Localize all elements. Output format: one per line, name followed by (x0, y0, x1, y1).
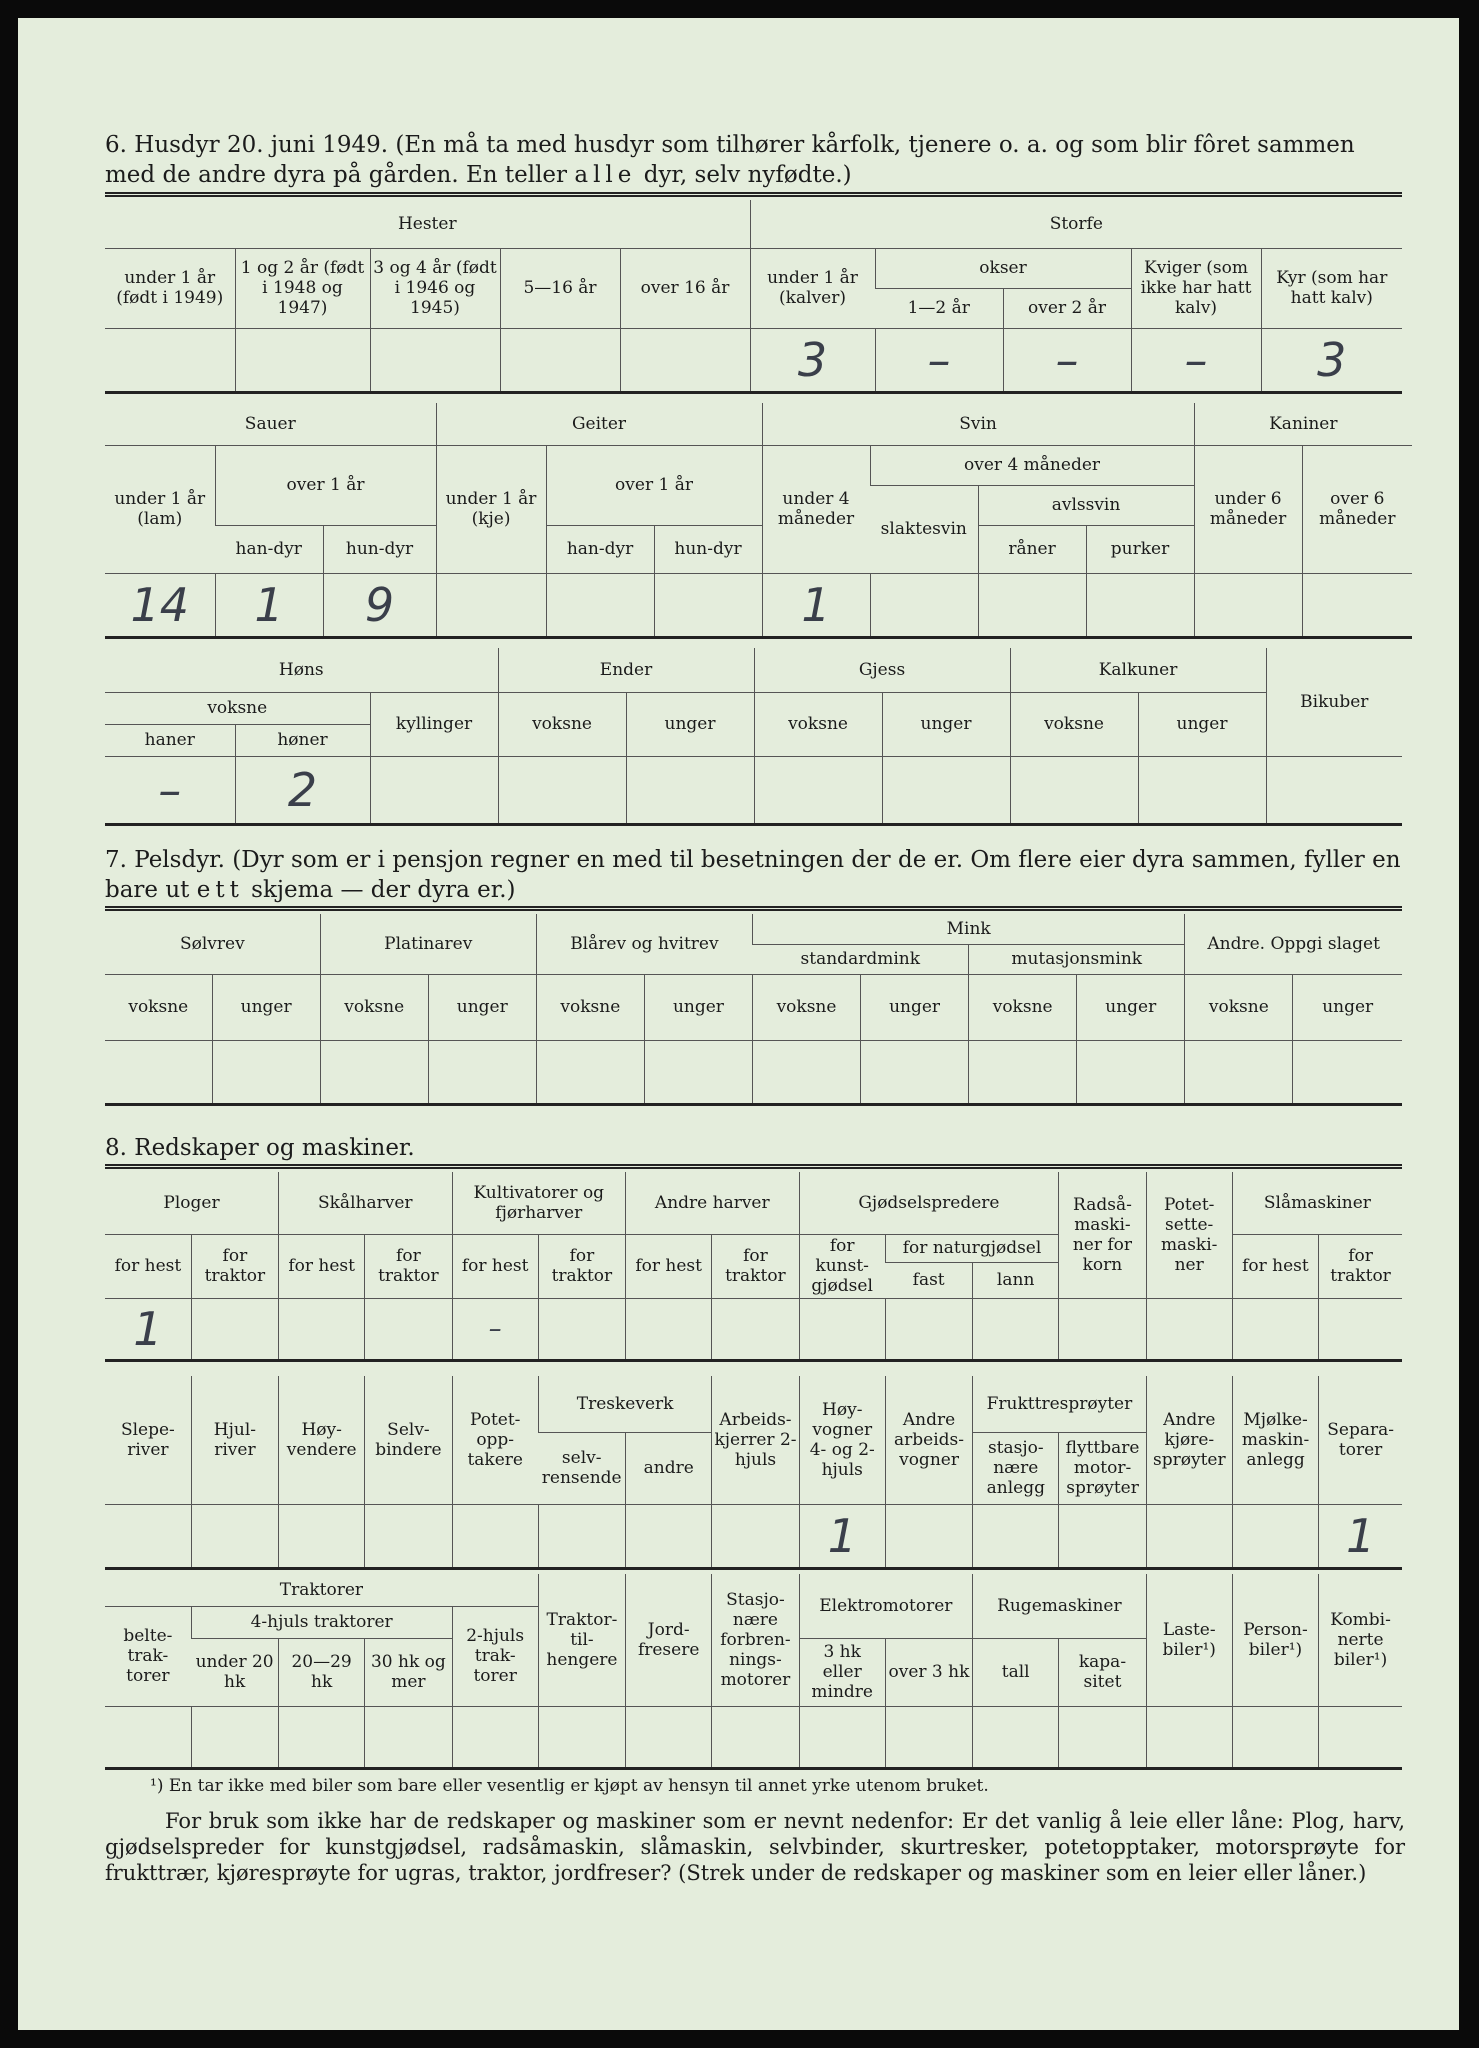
cell[interactable] (1010, 756, 1138, 824)
cell[interactable] (370, 756, 498, 824)
cell[interactable] (546, 573, 654, 637)
kombinerte: Kombi-nerte biler¹) (1319, 1574, 1402, 1706)
storfe-header: Storfe (750, 200, 1402, 248)
cell-kultivator-hest[interactable]: – (452, 1298, 538, 1360)
voksne: voksne (536, 974, 644, 1040)
svin-over4: over 4 måneder (870, 445, 1194, 485)
hest-over16: over 16 år (620, 248, 750, 328)
cell[interactable] (973, 1298, 1059, 1360)
cell[interactable] (279, 1706, 365, 1768)
jordfresere: Jord-fresere (626, 1574, 712, 1706)
redskaper-table-3 (105, 1574, 1402, 1770)
cell[interactable] (1138, 756, 1266, 824)
lann: lann (973, 1262, 1059, 1298)
voksne: voksne (320, 974, 428, 1040)
cell[interactable] (1266, 756, 1402, 824)
ruge-kapasitet: kapa-sitet (1059, 1638, 1146, 1706)
hest-5-16: 5—16 år (500, 248, 620, 328)
hest-1-2: 1 og 2 år (født i 1948 og 1947) (235, 248, 370, 328)
cell[interactable] (1319, 1298, 1402, 1360)
cell[interactable] (978, 573, 1086, 637)
for-kunstgjodsel: for kunst-gjødsel (799, 1234, 885, 1298)
svin-header: Svin (762, 403, 1194, 445)
traktorer-header: Traktorer (105, 1574, 538, 1606)
cell[interactable] (1059, 1706, 1146, 1768)
ploger-header: Ploger (105, 1172, 279, 1234)
sauer-geiter-svin-table (105, 403, 1412, 639)
cell[interactable] (538, 1504, 625, 1568)
unger: unger (212, 974, 320, 1040)
svin-under4: under 4 måneder (762, 445, 870, 573)
blarev-header: Blårev og hvitrev (536, 914, 752, 974)
beltetraktorer: belte-trak-torer (105, 1606, 191, 1706)
to-hjuls: 2-hjuls trak-torer (452, 1606, 538, 1706)
kviger: Kviger (som ikke har hatt kalv) (1131, 248, 1261, 328)
okser-1-2: 1—2 år (875, 288, 1003, 328)
redskaper-table-1 (105, 1172, 1402, 1362)
standardmink: standardmink (752, 944, 968, 974)
cell-separatorer[interactable]: 1 (1319, 1504, 1402, 1568)
cell-kalver[interactable]: 3 (750, 328, 875, 392)
geit-under1: under 1 år (kje) (436, 445, 546, 573)
cell[interactable] (1077, 1040, 1185, 1104)
cell[interactable] (191, 1504, 278, 1568)
cell[interactable] (452, 1706, 538, 1768)
cell[interactable] (712, 1504, 799, 1568)
closing-paragraph: For bruk som ikke har de redskaper og maskiner som er nevnt nedenfor: Er det vanlig å leie eller låne: Plog, harv, gjødselspreder for kunstgjødsel, radsåmaskin, slåmaskin, selvbinder, skurtresker, potetopptaker, motorsprøyte for frukttrær, kjøresprøyte for ugras, traktor, jordfreser? (Strek under de redskaper og maskiner som en leier eller låner.) (105, 1809, 1405, 1885)
unger: unger (428, 974, 536, 1040)
footnote: ¹) En tar ikke med biler som bare eller vesentlig er kjøpt av hensyn til annet yrke utenom bruket. (150, 1776, 989, 1796)
sleperiver: Slepe-river (105, 1376, 191, 1504)
geiter-header: Geiter (436, 403, 762, 445)
section-8-heading: 8. Redskaper og maskiner. (105, 1135, 415, 1161)
for-traktor: for traktor (538, 1234, 625, 1298)
stasjonaere-anlegg: stasjo-nære anlegg (973, 1432, 1059, 1504)
geit-handyr: han-dyr (546, 525, 654, 573)
potet-header: Potet-sette-maski-ner (1146, 1172, 1232, 1298)
cell-honer[interactable]: 2 (235, 756, 370, 824)
cell[interactable] (626, 1504, 712, 1568)
kalkuner-header: Kalkuner (1010, 648, 1266, 692)
cell[interactable] (428, 1040, 536, 1104)
cell[interactable] (654, 573, 762, 637)
sau-handyr: han-dyr (215, 525, 323, 573)
cell-sau-han[interactable]: 1 (215, 573, 323, 637)
mjolkemaskin: Mjølke-maskin-anlegg (1232, 1376, 1318, 1504)
30hk-og-mer: 30 hk og mer (365, 1638, 452, 1706)
cell[interactable] (752, 1040, 860, 1104)
selvrensende: selv-rensende (538, 1432, 625, 1504)
lastebiler: Laste-biler¹) (1146, 1574, 1232, 1706)
cell[interactable] (1059, 1298, 1146, 1360)
voksne: voksne (105, 974, 212, 1040)
hest-3-4: 3 og 4 år (født i 1946 og 1945) (370, 248, 500, 328)
cell[interactable] (105, 328, 235, 392)
kyllinger: kyllinger (370, 692, 498, 756)
raner: råner (978, 525, 1086, 573)
arbeidskjerrer: Arbeids-kjerrer 2-hjuls (712, 1376, 799, 1504)
rugemaskiner-header: Rugemaskiner (973, 1574, 1147, 1638)
for-hest: for hest (105, 1234, 191, 1298)
cell[interactable] (1194, 573, 1302, 637)
cell[interactable] (1146, 1298, 1232, 1360)
ender-voksne: voksne (498, 692, 626, 756)
rule (105, 906, 1402, 911)
frukt-header: Frukttresprøyter (973, 1376, 1147, 1432)
cell[interactable] (973, 1706, 1059, 1768)
cell-kviger[interactable]: – (1131, 328, 1261, 392)
cell[interactable] (799, 1298, 885, 1360)
personbiler: Person-biler¹) (1232, 1574, 1318, 1706)
kultivatorer-header: Kultivatorer og fjørharver (452, 1172, 626, 1234)
honer: høner (235, 724, 370, 756)
cell[interactable] (885, 1298, 972, 1360)
cell[interactable] (365, 1504, 452, 1568)
hester-header: Hester (105, 200, 750, 248)
cell[interactable] (1086, 573, 1194, 637)
cell[interactable] (754, 756, 882, 824)
cell[interactable] (498, 756, 626, 824)
cell[interactable] (712, 1706, 799, 1768)
cell[interactable] (799, 1706, 885, 1768)
cell-okser-1-2[interactable]: – (875, 328, 1003, 392)
haner: haner (105, 724, 235, 756)
cell[interactable] (626, 756, 754, 824)
hons-header: Høns (105, 648, 498, 692)
cell[interactable] (1293, 1040, 1402, 1104)
okser-header: okser (875, 248, 1131, 288)
cell[interactable] (1232, 1298, 1318, 1360)
rule (105, 1164, 1402, 1169)
kaniner-header: Kaniner (1194, 403, 1412, 445)
hjulriver: Hjul-river (191, 1376, 278, 1504)
flyttbare: flyttbare motor-sprøyter (1059, 1432, 1146, 1504)
for-traktor: for traktor (191, 1234, 278, 1298)
cell[interactable] (1059, 1504, 1146, 1568)
cell-svin-under4[interactable]: 1 (762, 573, 870, 637)
geit-hundyr: hun-dyr (654, 525, 762, 573)
treskeverk-andre: andre (626, 1432, 712, 1504)
for-traktor: for traktor (1319, 1234, 1402, 1298)
tilhengere: Traktor-til-hengere (538, 1574, 625, 1706)
cell[interactable] (191, 1298, 278, 1360)
cell[interactable] (365, 1298, 452, 1360)
cell[interactable] (1302, 573, 1412, 637)
for-hest: for hest (452, 1234, 538, 1298)
cell[interactable] (365, 1706, 452, 1768)
cell[interactable] (212, 1040, 320, 1104)
treskeverk-header: Treskeverk (538, 1376, 712, 1432)
cell-okser-over2[interactable]: – (1003, 328, 1131, 392)
cell[interactable] (536, 1040, 644, 1104)
cell[interactable] (1232, 1706, 1318, 1768)
elektromotorer-header: Elektromotorer (799, 1574, 973, 1638)
mutasjonsmink: mutasjonsmink (969, 944, 1185, 974)
rule (105, 192, 1402, 197)
cell[interactable] (370, 328, 500, 392)
gjodsel-header: Gjødselspredere (799, 1172, 1059, 1234)
cell[interactable] (1232, 1504, 1318, 1568)
sauer-header: Sauer (105, 403, 436, 445)
fire-hjuls-header: 4-hjuls traktorer (191, 1606, 452, 1638)
hester-storfe-table (105, 200, 1402, 394)
skalharver-header: Skålharver (279, 1172, 453, 1234)
cell[interactable] (436, 573, 546, 637)
cell[interactable] (1146, 1504, 1232, 1568)
under-20hk: under 20 hk (191, 1638, 278, 1706)
voksne: voksne (752, 974, 860, 1040)
geit-over1: over 1 år (546, 445, 762, 525)
purker: purker (1086, 525, 1194, 573)
cell[interactable] (973, 1504, 1059, 1568)
cell-kyr[interactable]: 3 (1261, 328, 1402, 392)
sau-over1: over 1 år (215, 445, 436, 525)
cell[interactable] (969, 1040, 1077, 1104)
fjorfe-table (105, 648, 1402, 826)
cell-haner[interactable]: – (105, 756, 235, 824)
voksne: voksne (969, 974, 1077, 1040)
cell[interactable] (105, 1706, 191, 1768)
potetopptakere: Potet-opp-takere (452, 1376, 538, 1504)
cell-lam[interactable]: 14 (105, 573, 215, 637)
redskaper-table-2 (105, 1376, 1402, 1570)
kjoresproyter: Andre kjøre-sprøyter (1146, 1376, 1232, 1504)
avlssvin: avlssvin (978, 485, 1194, 525)
section-7-heading: 7. Pelsdyr. (Dyr som er i pensjon regner en med til besetningen der de er. Om flere eier dyra sammen, fyller en bare ut ett skjema — der dyra er.) (105, 847, 1401, 903)
radsaa-header: Radså-maski-ner for korn (1059, 1172, 1146, 1298)
slaktesvin: slaktesvin (870, 485, 978, 573)
gjess-unger: unger (882, 692, 1010, 756)
gjess-voksne: voksne (754, 692, 882, 756)
unger: unger (1293, 974, 1402, 1040)
solvrev-header: Sølvrev (105, 914, 320, 974)
for-traktor: for traktor (365, 1234, 452, 1298)
gjess-header: Gjess (754, 648, 1010, 692)
hest-under1: under 1 år (født i 1949) (105, 248, 235, 328)
for-hest: for hest (279, 1234, 365, 1298)
cell[interactable] (105, 1504, 191, 1568)
cell[interactable] (626, 1706, 712, 1768)
cell[interactable] (500, 328, 620, 392)
cell[interactable] (882, 756, 1010, 824)
pelsdyr-table (105, 914, 1402, 1106)
ruge-tall: tall (973, 1638, 1059, 1706)
cell[interactable] (885, 1504, 972, 1568)
for-hest: for hest (626, 1234, 712, 1298)
andre-header: Andre. Oppgi slaget (1185, 914, 1402, 974)
cell[interactable] (1319, 1706, 1402, 1768)
cell[interactable] (885, 1706, 972, 1768)
cell[interactable] (861, 1040, 969, 1104)
for-naturgjodsel: for naturgjødsel (885, 1234, 1059, 1262)
cell[interactable] (191, 1706, 278, 1768)
forbrenningsmotorer: Stasjo-nære forbren-nings-motorer (712, 1574, 799, 1706)
cell[interactable] (452, 1504, 538, 1568)
for-hest: for hest (1232, 1234, 1318, 1298)
cell[interactable] (279, 1504, 365, 1568)
hoyvendere: Høy-vendere (279, 1376, 365, 1504)
e-over3hk: over 3 hk (885, 1638, 972, 1706)
unger: unger (861, 974, 969, 1040)
andre-harver-header: Andre harver (626, 1172, 800, 1234)
cell-sau-hun[interactable]: 9 (323, 573, 436, 637)
cell[interactable] (279, 1298, 365, 1360)
mink-header: Mink (752, 914, 1184, 944)
cell[interactable] (1146, 1706, 1232, 1768)
voksne: voksne (1185, 974, 1293, 1040)
cell[interactable] (1185, 1040, 1293, 1104)
selvbindere: Selv-bindere (365, 1376, 452, 1504)
unger: unger (644, 974, 752, 1040)
cell-hoyvogner[interactable]: 1 (799, 1504, 885, 1568)
platinarev-header: Platinarev (320, 914, 536, 974)
kalkun-unger: unger (1138, 692, 1266, 756)
cell[interactable] (538, 1298, 625, 1360)
okser-over2: over 2 år (1003, 288, 1131, 328)
sau-hundyr: hun-dyr (323, 525, 436, 573)
hons-voksne: voksne (105, 692, 370, 724)
kyr: Kyr (som har hatt kalv) (1261, 248, 1402, 328)
arbeidsvogner: Andre arbeids-vogner (885, 1376, 972, 1504)
for-traktor: for traktor (712, 1234, 799, 1298)
kanin-over6: over 6 måneder (1302, 445, 1412, 573)
cell[interactable] (870, 573, 978, 637)
cell[interactable] (105, 1040, 212, 1104)
storfe-under1: under 1 år (kalver) (750, 248, 875, 328)
bikuber-header: Bikuber (1266, 648, 1402, 756)
20-29hk: 20—29 hk (279, 1638, 365, 1706)
kalkun-voksne: voksne (1010, 692, 1138, 756)
ender-unger: unger (626, 692, 754, 756)
cell[interactable] (320, 1040, 428, 1104)
cell[interactable] (644, 1040, 752, 1104)
unger: unger (1077, 974, 1185, 1040)
section-6-heading: 6. Husdyr 20. juni 1949. (En må ta med husdyr som tilhører kårfolk, tjenere o. a. og som blir fôret sammen med de andre dyra på gården. En teller alle dyr, selv nyfødte.) (105, 132, 1355, 188)
cell[interactable] (538, 1706, 625, 1768)
cell[interactable] (235, 328, 370, 392)
cell[interactable] (620, 328, 750, 392)
cell-plog-hest[interactable]: 1 (105, 1298, 191, 1360)
cell[interactable] (626, 1298, 712, 1360)
sau-under1: under 1 år (lam) (105, 445, 215, 573)
cell[interactable] (712, 1298, 799, 1360)
slamaskiner-header: Slåmaskiner (1232, 1172, 1402, 1234)
ender-header: Ender (498, 648, 754, 692)
e-3hk: 3 hk eller mindre (799, 1638, 885, 1706)
kanin-under6: under 6 måneder (1194, 445, 1302, 573)
separatorer: Separa-torer (1319, 1376, 1402, 1504)
hoyvogner: Høy-vogner 4- og 2-hjuls (799, 1376, 885, 1504)
fast: fast (885, 1262, 972, 1298)
